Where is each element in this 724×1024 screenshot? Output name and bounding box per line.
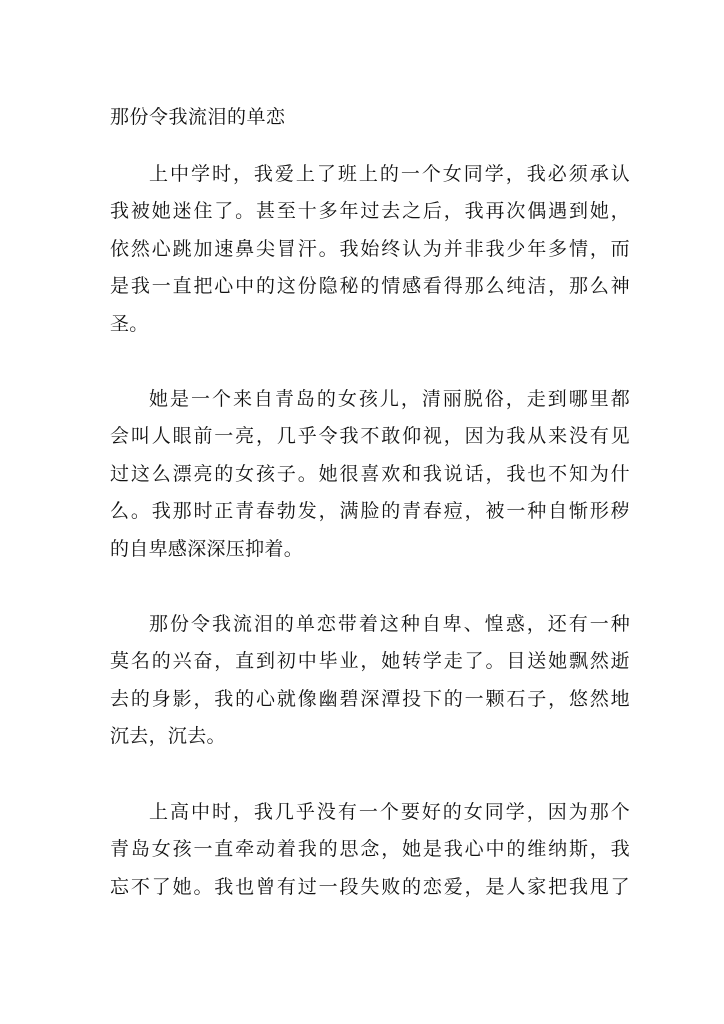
paragraph-line: 上中学时，我爱上了班上的一个女同学，我必须承认 <box>149 163 630 185</box>
paragraph-line: 圣。 <box>110 312 149 335</box>
paragraph-4 <box>110 794 630 906</box>
paragraph-line: 沉去，沉去。 <box>110 725 226 748</box>
paragraph-line: 会叫人眼前一亮，几乎令我不敢仰视，因为我从来没有见 <box>110 425 630 448</box>
paragraph-line: 青岛女孩一直牵动着我的思念，她是我心中的维纳斯，我 <box>110 838 630 861</box>
paragraph-line: 依然心跳加速鼻尖冒汗。我始终认为并非我少年多情，而 <box>110 237 630 260</box>
paragraph-line: 忘不了她。我也曾有过一段失败的恋爱，是人家把我甩了 <box>110 875 630 898</box>
paragraph-1 <box>110 156 630 343</box>
paragraph-line: 是我一直把心中的这份隐秘的情感看得那么纯洁，那么神 <box>110 275 630 298</box>
paragraph-3 <box>110 606 630 756</box>
document-title: 那份令我流泪的单恋 <box>110 106 286 128</box>
paragraph-line: 她是一个来自青岛的女孩儿，清丽脱俗，走到哪里都 <box>149 388 630 410</box>
paragraph-line: 去的身影，我的心就像幽碧深潭投下的一颗石子，悠然地 <box>110 687 630 710</box>
paragraph-line: 我被她迷住了。甚至十多年过去之后，我再次偶遇到她， <box>110 200 630 223</box>
paragraph-line: 过这么漂亮的女孩子。她很喜欢和我说话，我也不知为什 <box>110 462 630 485</box>
paragraph-line: 的自卑感深深压抑着。 <box>110 537 304 560</box>
paragraph-line: 莫名的兴奋，直到初中毕业，她转学走了。目送她飘然逝 <box>110 650 630 673</box>
paragraph-line: 上高中时，我几乎没有一个要好的女同学，因为那个 <box>149 801 630 823</box>
paragraph-line: 么。我那时正青春勃发，满脸的青春痘，被一种自惭形秽 <box>110 500 630 523</box>
paragraph-2 <box>110 381 630 568</box>
paragraph-line: 那份令我流泪的单恋带着这种自卑、惶惑，还有一种 <box>149 613 630 635</box>
